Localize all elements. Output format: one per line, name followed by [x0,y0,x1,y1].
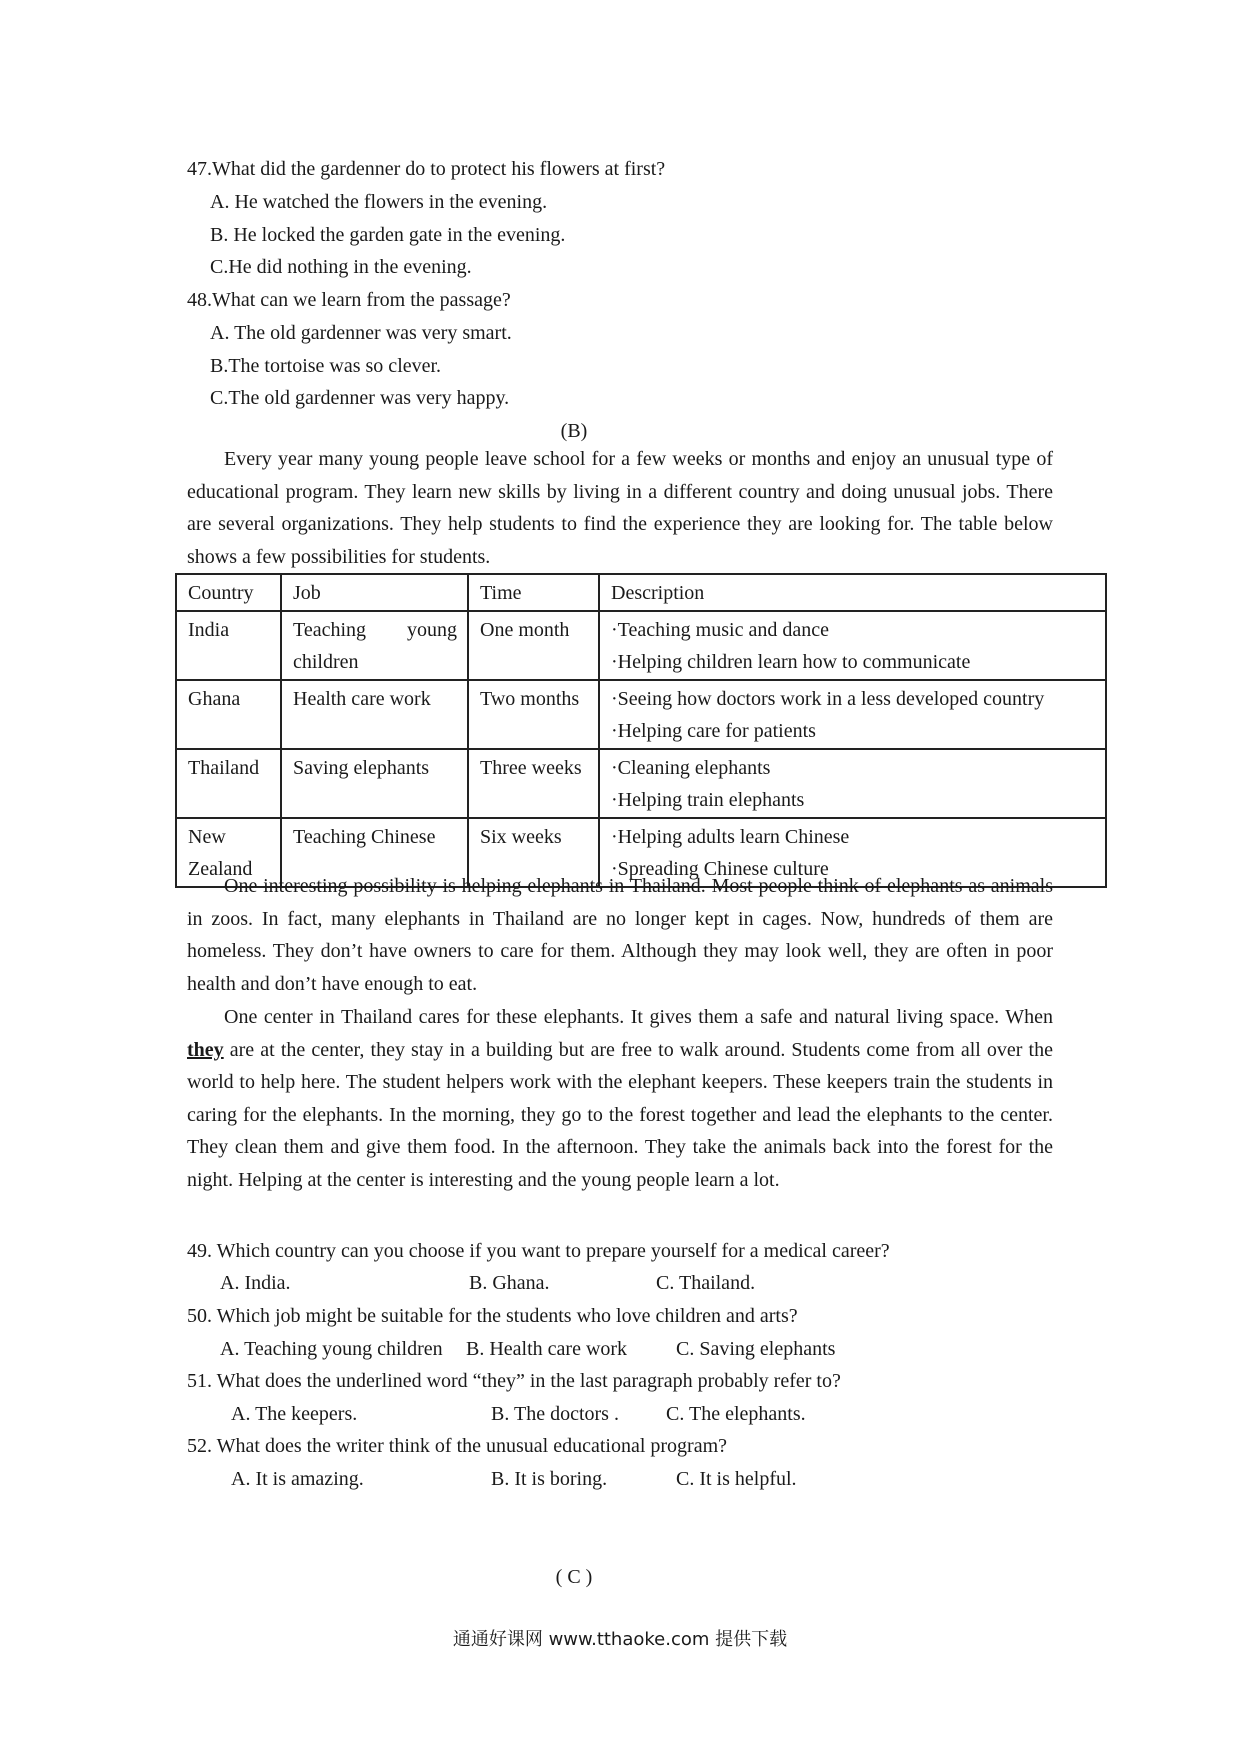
paragraph-elephants [187,870,1053,1000]
option-47-b: B. He locked the garden gate in the evening. [210,224,566,246]
paragraph-center [187,1001,1053,1197]
header-description: Description [599,574,1106,611]
option-47-c: C.He did nothing in the evening. [210,256,472,278]
header-country: Country [176,574,281,611]
paragraph-2: One interesting possibility is helping elephants in Thailand. Most people think of elephants as animals in zoos. In fact, many elephants in Thailand are no longer kept in cages. Now, hundreds of them are homeless. They don’t have owners to care for them. Although they may look well, they are often in poor health and don’t have enough to eat. [187,875,1053,995]
cell-country: India [176,611,281,680]
description-item: · Helping children learn how to communicate [611,646,1095,679]
question-48: 48.What can we learn from the passage? [187,289,511,311]
question-50: 50. Which job might be suitable for the students who love children and arts? [187,1305,798,1327]
cell-description [599,611,1106,680]
table-row [176,680,1106,749]
option-49-b: B. Ghana. [469,1272,550,1294]
description-item: · Spreading Chinese culture [611,853,1095,886]
cell-time: Three weeks [468,749,599,818]
paragraph-3-start: One center in Thailand cares for these elephants. It gives them a safe and natural living space. When [224,1006,1053,1028]
cell-country: Ghana [176,680,281,749]
question-52: 52. What does the writer think of the unusual educational program? [187,1435,728,1457]
option-51-b: B. The doctors . [491,1403,619,1425]
cell-country: Thailand [176,749,281,818]
option-49-a: A. India. [220,1272,291,1294]
description-item: · Helping care for patients [611,715,1095,748]
cell-description [599,749,1106,818]
question-49: 49. Which country can you choose if you want to prepare yourself for a medical career? [187,1240,890,1262]
job-text: Teaching young children [293,618,457,673]
description-item: · Cleaning elephants [611,752,1095,785]
option-48-a: A. The old gardenner was very smart. [210,322,512,344]
description-item: · Helping adults learn Chinese [611,821,1095,854]
paragraph-3-rest: are at the center, they stay in a building but are free to walk around. Students come from all over the world to help here. The student helpers work with the elephant keepers. These keepers train the students in caring for the elephants. In the morning, they go to the forest together and lead the elephants to the center. They clean them and give them food. In the afternoon. They take the animals back into the forest for the night. Helping at the center is interesting and the young people learn a lot. [187,1038,1053,1191]
header-job: Job [281,574,468,611]
question-47: 47.What did the gardenner do to protect his flowers at first? [187,158,666,180]
description-item: · Teaching music and dance [611,614,1095,647]
option-52-a: A. It is amazing. [231,1468,364,1490]
option-48-b: B.The tortoise was so clever. [210,355,442,377]
option-50-a: A. Teaching young children [220,1338,443,1360]
description-item: · Helping train elephants [611,784,1095,817]
description-item: · Seeing how doctors work in a less developed country [611,683,1095,716]
underlined-word: they [187,1038,224,1061]
cell-time: Two months [468,680,599,749]
option-49-c: C. Thailand. [656,1272,756,1294]
cell-job [281,611,468,680]
option-52-c: C. It is helpful. [676,1468,797,1490]
question-51: 51. What does the underlined word “they” in the last paragraph probably refer to? [187,1370,841,1392]
header-time: Time [468,574,599,611]
table-header-row [176,574,1106,611]
cell-job: Teaching Chinese [281,818,468,887]
option-52-b: B. It is boring. [491,1468,608,1490]
table-row [176,749,1106,818]
paragraph-3 [187,1001,1053,1197]
cell-country: New Zealand [176,818,281,887]
option-50-c: C. Saving elephants [676,1338,836,1360]
cell-description [599,680,1106,749]
section-c-label: ( C ) [555,1566,593,1588]
option-48-c: C.The old gardenner was very happy. [210,387,510,409]
cell-job: Saving elephants [281,749,468,818]
cell-time: One month [468,611,599,680]
option-51-a: A. The keepers. [231,1403,358,1425]
intro-paragraph: Every year many young people leave school for a few weeks or months and enjoy an unusual type of educational program. They learn new skills by living in a different country and doing unusual jobs. There are several organizations. They help students to find the experience they are looking for. The table below shows a few possibilities for students. [187,448,1053,568]
cell-time: Six weeks [468,818,599,887]
programs-table [175,573,1107,888]
option-51-c: C. The elephants. [666,1403,806,1425]
footer-source: 通通好课网 www.tthaoke.com 提供下载 [452,1629,788,1650]
section-b-label: (B) [560,420,588,442]
cell-job: Health care work [281,680,468,749]
option-47-a: A. He watched the flowers in the evening. [210,191,548,213]
table-row [176,611,1106,680]
option-50-b: B. Health care work [466,1338,628,1360]
section-b-intro [187,443,1053,573]
